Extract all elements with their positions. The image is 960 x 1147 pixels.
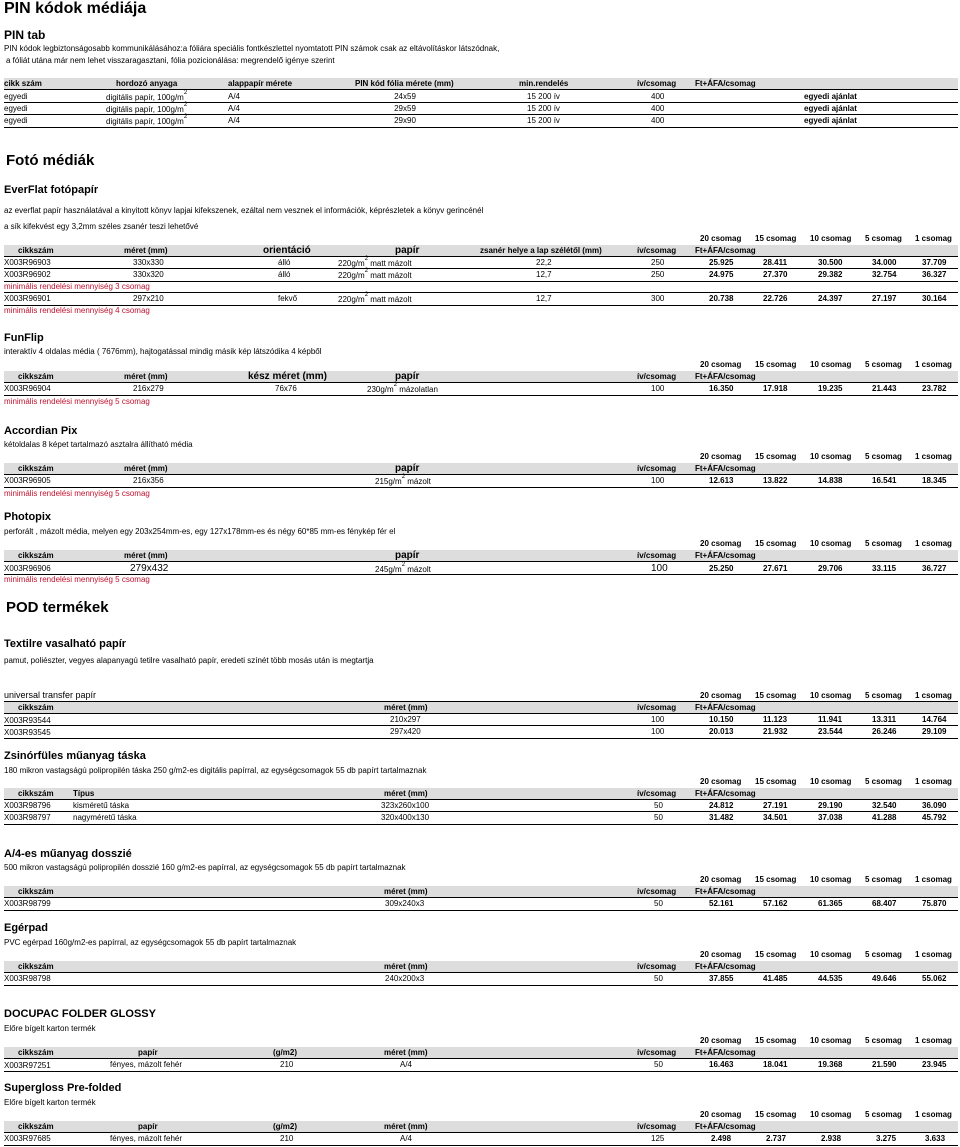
- photopix-h-code: cikkszám: [18, 551, 54, 560]
- accordian-h-size: méret (mm): [124, 464, 168, 473]
- everflat-row-3-price-5: 27.197: [872, 294, 897, 303]
- everflat-h-margin: zsanér helye a lap szélétől (mm): [480, 246, 602, 255]
- bag-h-per: ív/csomag: [637, 789, 677, 798]
- accordian-row-per: 100: [651, 476, 665, 485]
- pad-h-per: ív/csomag: [637, 962, 677, 971]
- dossier-h-price: Ft+ÁFA/csomag: [695, 887, 756, 896]
- textile-row-1-size: 210x297: [390, 715, 421, 724]
- accordian-row-code: X003R96905: [4, 476, 51, 485]
- pin-row-2-size: A/4: [228, 104, 241, 113]
- supergloss-tier-2: 15 csomag: [755, 1110, 797, 1119]
- textile-row-1-per: 100: [651, 715, 665, 724]
- photopix-tier-5: 1 csomag: [915, 539, 952, 548]
- bag-row-1-type: kisméretű táska: [73, 801, 130, 810]
- funflip-row-finished: 76x76: [275, 384, 297, 393]
- pad-h-price: Ft+ÁFA/csomag: [695, 962, 756, 971]
- everflat-tier-1: 20 csomag: [700, 234, 742, 243]
- accordian-title: Accordian Pix: [4, 425, 78, 437]
- everflat-row-2-price-20: 24.975: [709, 270, 734, 279]
- everflat-row-1-per: 250: [651, 258, 665, 267]
- pad-row-price-15: 41.485: [763, 974, 788, 983]
- pad-row-price-1: 55.062: [922, 974, 947, 983]
- pin-row-1-per: 400: [651, 92, 665, 101]
- everflat-h-price: Ft+ÁFA/csomag: [695, 246, 756, 255]
- accordian-tier-3: 10 csomag: [810, 452, 852, 461]
- photopix-min: minimális rendelési mennyiség 5 csomag: [4, 575, 150, 584]
- docupac-h-price: Ft+ÁFA/csomag: [695, 1048, 756, 1057]
- pad-row-price-10: 44.535: [818, 974, 843, 983]
- pin-desc-1: PIN kódok legbiztonságosabb kommunikálásához:a fóliára speciális fontkészlettel nyomtatott PIN számok csak az eltávolításkor látszódnak,: [4, 44, 500, 53]
- everflat-h-size: méret (mm): [124, 246, 168, 255]
- docupac-row-price-5: 21.590: [872, 1060, 897, 1069]
- pin-row-1-material: digitális papír, $100g/m^2$: [106, 90, 188, 102]
- pin-header-material: hordozó anyaga: [116, 79, 178, 88]
- docupac-h-size: méret (mm): [384, 1048, 428, 1057]
- funflip-h-code: cikkszám: [18, 372, 54, 381]
- docupac-row-price-20: 16.463: [709, 1060, 734, 1069]
- supergloss-tier-1: 20 csomag: [700, 1110, 742, 1119]
- pin-header-base: alappapír mérete: [228, 79, 293, 88]
- bag-tier-3: 10 csomag: [810, 777, 852, 786]
- bag-header-bg: [4, 788, 958, 799]
- photopix-h-size: méret (mm): [124, 551, 168, 560]
- docupac-h-code: cikkszám: [18, 1048, 54, 1057]
- pin-row-2-per: 400: [651, 104, 665, 113]
- bag-h-type: Típus: [73, 789, 95, 798]
- photopix-desc: perforált , mázolt média, melyen egy 203x254mm-es, egy 127x178mm-es és négy 60*85 mm-es fénykép fér el: [4, 527, 396, 536]
- supergloss-h-gm2: (g/m2): [273, 1122, 297, 1131]
- dossier-title: A/4-es műanyag dosszié: [4, 848, 132, 860]
- everflat-row-2-price-5: 32.754: [872, 270, 897, 279]
- pad-row-size: 240x200x3: [385, 974, 425, 983]
- accordian-row-price-20: 12.613: [709, 476, 734, 485]
- pin-row-1-size: A/4: [228, 92, 241, 101]
- docupac-row-gm2: 210: [280, 1060, 294, 1069]
- pin-row-3-size: A/4: [228, 116, 241, 125]
- everflat-row-1-paper: $220g/m^2$ matt mázolt: [338, 256, 412, 268]
- bag-row-1-size: 323x260x100: [381, 801, 430, 810]
- photopix-row-code: X003R96906: [4, 564, 51, 573]
- pin-row-1-pin: 24x59: [394, 92, 416, 101]
- everflat-row-2-size: 330x320: [133, 270, 164, 279]
- supergloss-title: Supergloss Pre-folded: [4, 1082, 122, 1094]
- dossier-tier-5: 1 csomag: [915, 875, 952, 884]
- supergloss-tier-3: 10 csomag: [810, 1110, 852, 1119]
- pin-header-code: cikk szám: [4, 79, 42, 88]
- pad-row-price-5: 49.646: [872, 974, 897, 983]
- textile-h-per: ív/csomag: [637, 703, 677, 712]
- pad-tier-5: 1 csomag: [915, 950, 952, 959]
- everflat-row-2-per: 250: [651, 270, 665, 279]
- textile-row-1-price-10: 11.941: [818, 715, 843, 724]
- supergloss-h-per: ív/csomag: [637, 1122, 677, 1131]
- bag-row-2-price-10: 37.038: [818, 813, 843, 822]
- textile-row-2-code: X003R93545: [4, 728, 51, 737]
- docupac-desc: Előre bígelt karton termék: [4, 1024, 96, 1033]
- photopix-tier-2: 15 csomag: [755, 539, 797, 548]
- everflat-row-2-price-10: 29.382: [818, 270, 843, 279]
- accordian-h-paper: papír: [395, 463, 420, 474]
- textile-row-2-price-5: 26.246: [872, 727, 897, 736]
- bag-row-1-code: X003R98796: [4, 801, 51, 810]
- pin-header-price: Ft+ÁFA/csomag: [695, 79, 756, 88]
- everflat-row-2-orient: álló: [278, 270, 291, 279]
- supergloss-row-per: 125: [651, 1134, 665, 1143]
- textile-tier-5: 1 csomag: [915, 691, 952, 700]
- accordian-min: minimális rendelési mennyiség 5 csomag: [4, 489, 150, 498]
- accordian-row-price-1: 18.345: [922, 476, 947, 485]
- bag-row-2-type: nagyméretű táska: [73, 813, 137, 822]
- docupac-tier-1: 20 csomag: [700, 1036, 742, 1045]
- dossier-tier-1: 20 csomag: [700, 875, 742, 884]
- funflip-h-per: ív/csomag: [637, 372, 677, 381]
- bag-tier-4: 5 csomag: [865, 777, 902, 786]
- bag-desc: 180 mikron vastagságú polipropilén táska 250 g/m2-es digitális papírral, az egységcsomagok 55 db papírt tartalmaznak: [4, 766, 427, 775]
- dossier-row-code: X003R98799: [4, 899, 51, 908]
- textile-desc: pamut, poliészter, vegyes alapanyagú tetilre vasalható papír, eredeti színét több mosás után is megtartja: [4, 656, 374, 665]
- docupac-row-price-1: 23.945: [922, 1060, 947, 1069]
- funflip-h-price: Ft+ÁFA/csomag: [695, 372, 756, 381]
- bag-row-2-price-15: 34.501: [763, 813, 788, 822]
- everflat-row-2-price-15: 27.370: [763, 270, 788, 279]
- bag-h-price: Ft+ÁFA/csomag: [695, 789, 756, 798]
- bag-row-1-price-1: 36.090: [922, 801, 947, 810]
- funflip-desc: interaktív 4 oldalas média ( 7676mm), hajtogatással mindig másik kép látszódika 4 képből: [4, 347, 322, 356]
- textile-header-bg: [4, 702, 958, 713]
- docupac-h-per: ív/csomag: [637, 1048, 677, 1057]
- textile-tier-1: 20 csomag: [700, 691, 742, 700]
- docupac-title: DOCUPAC FOLDER GLOSSY: [4, 1008, 156, 1020]
- supergloss-h-paper: papír: [138, 1122, 158, 1131]
- bag-row-2-price-5: 41.288: [872, 813, 897, 822]
- photopix-row-price-20: 25.250: [709, 564, 734, 573]
- dossier-h-size: méret (mm): [384, 887, 428, 896]
- accordian-h-per: ív/csomag: [637, 464, 677, 473]
- docupac-row-per: 50: [654, 1060, 663, 1069]
- textile-row-2-price-10: 23.544: [818, 727, 843, 736]
- photopix-tier-4: 5 csomag: [865, 539, 902, 548]
- docupac-tier-4: 5 csomag: [865, 1036, 902, 1045]
- everflat-row-3-orient: fekvő: [278, 294, 298, 303]
- dossier-row-size: 309x240x3: [385, 899, 425, 908]
- docupac-row-code: X003R97251: [4, 1061, 51, 1070]
- supergloss-row-size: A/4: [400, 1134, 413, 1143]
- funflip-title: FunFlip: [4, 332, 44, 344]
- everflat-row-1-margin: 22,2: [536, 258, 552, 267]
- photopix-tier-1: 20 csomag: [700, 539, 742, 548]
- everflat-row-3-margin: 12,7: [536, 294, 552, 303]
- photopix-h-price: Ft+ÁFA/csomag: [695, 551, 756, 560]
- supergloss-desc: Előre bígelt karton termék: [4, 1098, 96, 1107]
- textile-title: Textilre vasalható papír: [4, 638, 127, 650]
- supergloss-tier-4: 5 csomag: [865, 1110, 902, 1119]
- everflat-min-4: minimális rendelési mennyiség 4 csomag: [4, 306, 150, 315]
- pad-header-bg: [4, 961, 958, 972]
- accordian-row-size: 216x356: [133, 476, 164, 485]
- docupac-tier-3: 10 csomag: [810, 1036, 852, 1045]
- docupac-row-size: A/4: [400, 1060, 413, 1069]
- photopix-h-paper: papír: [395, 550, 420, 561]
- everflat-row-1-price-10: 30.500: [818, 258, 843, 267]
- pin-desc-2: a fóliát utána már nem lehet visszaragasztani, fólia pozicionálása: megrendelő igénye szerint: [6, 56, 335, 65]
- accordian-row-price-15: 13.822: [763, 476, 788, 485]
- supergloss-row-price-1: 3.633: [925, 1134, 946, 1143]
- pin-row-3-min: 15 200 ív: [527, 116, 560, 125]
- everflat-tier-3: 10 csomag: [810, 234, 852, 243]
- pin-row-1-code: egyedi: [4, 92, 28, 101]
- pad-tier-2: 15 csomag: [755, 950, 797, 959]
- everflat-row-1-price-20: 25.925: [709, 258, 734, 267]
- dossier-h-code: cikkszám: [18, 887, 54, 896]
- bag-title: Zsinórfüles műanyag táska: [4, 750, 146, 762]
- funflip-h-paper: papír: [395, 371, 420, 382]
- funflip-tier-5: 1 csomag: [915, 360, 952, 369]
- everflat-row-3-price-15: 22.726: [763, 294, 788, 303]
- photopix-row-size: 279x432: [130, 563, 169, 574]
- textile-tier-2: 15 csomag: [755, 691, 797, 700]
- everflat-row-3-price-1: 30.164: [922, 294, 947, 303]
- textile-tier-3: 10 csomag: [810, 691, 852, 700]
- textile-row-1-price-5: 13.311: [872, 715, 897, 724]
- bag-h-code: cikkszám: [18, 789, 54, 798]
- accordian-row-price-5: 16.541: [872, 476, 897, 485]
- bag-row-1-price-15: 27.191: [763, 801, 788, 810]
- pad-row-per: 50: [654, 974, 663, 983]
- textile-row-1-code: X003R93544: [4, 716, 51, 725]
- textile-row-2-per: 100: [651, 727, 665, 736]
- supergloss-row-code: X003R97685: [4, 1134, 51, 1143]
- pin-row-2-min: 15 200 ív: [527, 104, 560, 113]
- everflat-desc-2: a sík kifekvést egy 3,2mm széles zsanér teszi lehetővé: [4, 222, 199, 231]
- pin-row-2-material: digitális papír, $100g/m^2$: [106, 102, 188, 114]
- dossier-row-price-15: 57.162: [763, 899, 788, 908]
- pin-row-2-code: egyedi: [4, 104, 28, 113]
- photopix-row-price-5: 33.115: [872, 564, 897, 573]
- docupac-h-paper: papír: [138, 1048, 158, 1057]
- pin-row-3-material: digitális papír, $100g/m^2$: [106, 114, 188, 126]
- supergloss-row-gm2: 210: [280, 1134, 294, 1143]
- photopix-row-per: 100: [651, 563, 668, 574]
- dossier-row-price-5: 68.407: [872, 899, 897, 908]
- photopix-row-price-1: 36.727: [922, 564, 947, 573]
- accordian-h-code: cikkszám: [18, 464, 54, 473]
- photopix-tier-3: 10 csomag: [810, 539, 852, 548]
- everflat-row-3-price-20: 20.738: [709, 294, 734, 303]
- dossier-tier-4: 5 csomag: [865, 875, 902, 884]
- photopix-title: Photopix: [4, 511, 52, 523]
- everflat-h-orient: orientáció: [263, 245, 311, 256]
- everflat-row-1-orient: álló: [278, 258, 291, 267]
- everflat-row-2-code: X003R96902: [4, 270, 51, 279]
- everflat-desc-1: az everflat papír használatával a kinyitott könyv lapjai kifekszenek, ezáltal nem vesznek el információk, képrészletek a könyv gerincénél: [4, 206, 484, 215]
- accordian-tier-4: 5 csomag: [865, 452, 902, 461]
- docupac-row-paper: fényes, mázolt fehér: [110, 1060, 183, 1069]
- pad-tier-1: 20 csomag: [700, 950, 742, 959]
- funflip-h-size: méret (mm): [124, 372, 168, 381]
- pin-row-3-price: egyedi ajánlat: [804, 116, 857, 125]
- textile-row-1-price-1: 14.764: [922, 715, 947, 724]
- everflat-row-3-price-10: 24.397: [818, 294, 843, 303]
- accordian-tier-5: 1 csomag: [915, 452, 952, 461]
- funflip-row-size: 216x279: [133, 384, 164, 393]
- accordian-tier-2: 15 csomag: [755, 452, 797, 461]
- dossier-row-price-20: 52.161: [709, 899, 734, 908]
- dossier-row-per: 50: [654, 899, 663, 908]
- textile-row-2-size: 297x420: [390, 727, 421, 736]
- everflat-row-2-margin: 12,7: [536, 270, 552, 279]
- funflip-tier-3: 10 csomag: [810, 360, 852, 369]
- bag-row-2-size: 320x400x130: [381, 813, 430, 822]
- everflat-row-1-code: X003R96903: [4, 258, 51, 267]
- supergloss-h-size: méret (mm): [384, 1122, 428, 1131]
- everflat-row-3-paper: $220g/m^2$ matt mázolt: [338, 292, 412, 304]
- pin-row-1-min: 15 200 ív: [527, 92, 560, 101]
- everflat-h-paper: papír: [395, 245, 420, 256]
- funflip-min: minimális rendelési mennyiség 5 csomag: [4, 397, 150, 406]
- docupac-h-gm2: (g/m2): [273, 1048, 297, 1057]
- funflip-row-code: X003R96904: [4, 384, 51, 393]
- everflat-tier-4: 5 csomag: [865, 234, 902, 243]
- funflip-tier-2: 15 csomag: [755, 360, 797, 369]
- everflat-row-3-size: 297x210: [133, 294, 164, 303]
- bag-row-1-per: 50: [654, 801, 663, 810]
- bag-row-2-code: X003R98797: [4, 813, 51, 822]
- photopix-row-paper: $245g/m^2$ mázolt: [375, 562, 431, 574]
- everflat-row-3-code: X003R96901: [4, 294, 51, 303]
- foto-title: Fotó médiák: [6, 152, 95, 169]
- funflip-h-finished: kész méret (mm): [248, 371, 327, 382]
- everflat-tier-2: 15 csomag: [755, 234, 797, 243]
- bag-row-2-price-1: 45.792: [922, 813, 947, 822]
- pin-row-1-price: egyedi ajánlat: [804, 92, 857, 101]
- supergloss-h-code: cikkszám: [18, 1122, 54, 1131]
- bag-tier-5: 1 csomag: [915, 777, 952, 786]
- dossier-h-per: ív/csomag: [637, 887, 677, 896]
- supergloss-row-price-20: 2.498: [711, 1134, 732, 1143]
- bag-h-size: méret (mm): [384, 789, 428, 798]
- accordian-row-price-10: 14.838: [818, 476, 843, 485]
- funflip-row-per: 100: [651, 384, 665, 393]
- supergloss-row-price-15: 2.737: [766, 1134, 787, 1143]
- pin-header-per: ív/csomag: [637, 79, 677, 88]
- accordian-desc: kétoldalas 8 képet tartalmazó asztalra állítható média: [4, 440, 193, 449]
- docupac-row-price-15: 18.041: [763, 1060, 788, 1069]
- textile-row-2-price-15: 21.932: [763, 727, 788, 736]
- everflat-row-1-size: 330x330: [133, 258, 164, 267]
- pin-header-min: min.rendelés: [519, 79, 569, 88]
- everflat-min-3: minimális rendelési mennyiség 3 csomag: [4, 282, 150, 291]
- textile-h-code: cikkszám: [18, 703, 54, 712]
- pin-header-pin-size: PIN kód fólia mérete (mm): [355, 79, 454, 88]
- everflat-row-1-price-15: 28.411: [763, 258, 788, 267]
- dossier-desc: 500 mikron vastagságú polipropilén dosszié 160 g/m2-es papírral, az egységcsomagok 55 db papírt tartalmaznak: [4, 863, 406, 872]
- everflat-title: EverFlat fotópapír: [4, 184, 99, 196]
- bag-tier-2: 15 csomag: [755, 777, 797, 786]
- funflip-row-price-20: 16.350: [709, 384, 734, 393]
- everflat-row-1-price-1: 37.709: [922, 258, 947, 267]
- everflat-tier-5: 1 csomag: [915, 234, 952, 243]
- pad-row-code: X003R98798: [4, 974, 51, 983]
- docupac-tier-5: 1 csomag: [915, 1036, 952, 1045]
- funflip-row-paper: $230g/m^2$ mázolatlan: [367, 382, 438, 394]
- dossier-tier-3: 10 csomag: [810, 875, 852, 884]
- pin-row-2-price: egyedi ajánlat: [804, 104, 857, 113]
- funflip-row-price-5: 21.443: [872, 384, 897, 393]
- bag-row-2-price-20: 31.482: [709, 813, 734, 822]
- textile-tier-4: 5 csomag: [865, 691, 902, 700]
- accordian-row-paper: $215g/m^2$ mázolt: [375, 474, 431, 486]
- textile-row-1-price-15: 11.123: [763, 715, 788, 724]
- pin-row-3-pin: 29x90: [394, 116, 416, 125]
- funflip-row-price-10: 19.235: [818, 384, 843, 393]
- funflip-tier-4: 5 csomag: [865, 360, 902, 369]
- textile-row-2-price-20: 20.013: [709, 727, 734, 736]
- pin-row-3-per: 400: [651, 116, 665, 125]
- everflat-row-1-price-5: 34.000: [872, 258, 897, 267]
- pad-desc: PVC egérpad 160g/m2-es papírral, az egységcsomagok 55 db papírt tartalmaznak: [4, 938, 297, 947]
- textile-sub: universal transfer papír: [4, 690, 97, 700]
- pad-tier-3: 10 csomag: [810, 950, 852, 959]
- pin-title: PIN tab: [4, 28, 46, 42]
- bag-row-2-per: 50: [654, 813, 663, 822]
- pad-row-price-20: 37.855: [709, 974, 734, 983]
- supergloss-h-price: Ft+ÁFA/csomag: [695, 1122, 756, 1131]
- bag-tier-1: 20 csomag: [700, 777, 742, 786]
- supergloss-row-price-5: 3.275: [876, 1134, 897, 1143]
- dossier-row-price-10: 61.365: [818, 899, 843, 908]
- accordian-h-price: Ft+ÁFA/csomag: [695, 464, 756, 473]
- supergloss-row-paper: fényes, mázolt fehér: [110, 1134, 183, 1143]
- docupac-tier-2: 15 csomag: [755, 1036, 797, 1045]
- dossier-row-price-1: 75.870: [922, 899, 947, 908]
- bag-row-1-price-10: 29.190: [818, 801, 843, 810]
- pad-h-code: cikkszám: [18, 962, 54, 971]
- everflat-row-3-per: 300: [651, 294, 665, 303]
- pad-tier-4: 5 csomag: [865, 950, 902, 959]
- accordian-tier-1: 20 csomag: [700, 452, 742, 461]
- docupac-row-price-10: 19.368: [818, 1060, 843, 1069]
- photopix-row-price-15: 27.671: [763, 564, 788, 573]
- funflip-row-price-15: 17.918: [763, 384, 788, 393]
- funflip-tier-1: 20 csomag: [700, 360, 742, 369]
- pad-h-size: méret (mm): [384, 962, 428, 971]
- pod-title: POD termékek: [6, 599, 109, 616]
- funflip-row-price-1: 23.782: [922, 384, 947, 393]
- textile-row-2-price-1: 29.109: [922, 727, 947, 736]
- bag-row-1-price-20: 24.812: [709, 801, 734, 810]
- textile-h-size: méret (mm): [384, 703, 428, 712]
- everflat-row-2-price-1: 36.327: [922, 270, 947, 279]
- bag-row-1-price-5: 32.540: [872, 801, 897, 810]
- everflat-row-2-paper: $220g/m^2$ matt mázolt: [338, 268, 412, 280]
- textile-h-price: Ft+ÁFA/csomag: [695, 703, 756, 712]
- everflat-h-per: ív/csomag: [637, 246, 677, 255]
- dossier-header-bg: [4, 886, 958, 897]
- supergloss-row-price-10: 2.938: [821, 1134, 842, 1143]
- dossier-tier-2: 15 csomag: [755, 875, 797, 884]
- page-title: PIN kódok médiája: [4, 0, 147, 17]
- supergloss-tier-5: 1 csomag: [915, 1110, 952, 1119]
- pin-row-3-code: egyedi: [4, 116, 28, 125]
- everflat-h-code: cikkszám: [18, 246, 54, 255]
- textile-row-1-price-20: 10.150: [709, 715, 734, 724]
- photopix-h-per: ív/csomag: [637, 551, 677, 560]
- pad-title: Egérpad: [4, 922, 49, 934]
- pin-row-2-pin: 29x59: [394, 104, 416, 113]
- photopix-row-price-10: 29.706: [818, 564, 843, 573]
